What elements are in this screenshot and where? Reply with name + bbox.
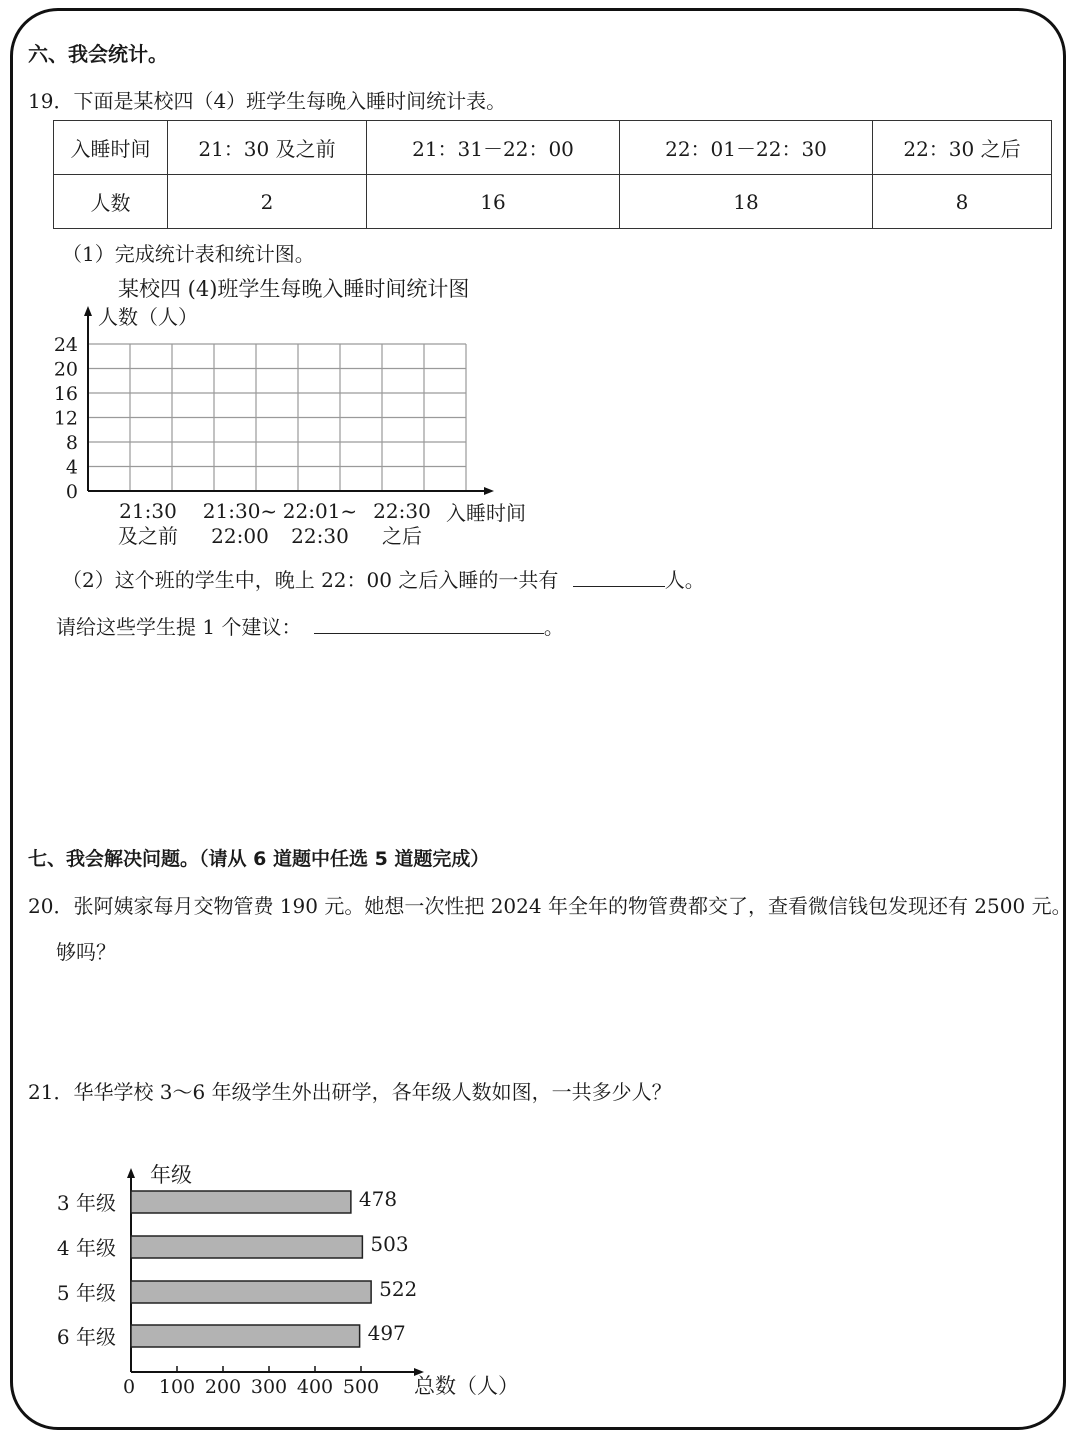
x-axis-arrow-icon [484, 487, 494, 495]
data-label: 522 [379, 1277, 418, 1301]
bar [131, 1325, 360, 1347]
y-tick-label: 16 [53, 383, 78, 405]
data-label: 497 [367, 1321, 406, 1345]
q19-part2-text: （2）这个班的学生中，晚上 22：00 之后入睡的一共有 [62, 568, 559, 592]
table-cell: 2 [168, 175, 367, 229]
chart1-ylabel: 人数（人） [98, 305, 198, 329]
q20-text: 20．张阿姨家每月交物管费 190 元。她想一次性把 2024 年全年的物管费都交了，查看微信钱包发现还有 2500 元。 [28, 894, 1072, 918]
sleep-time-chart [0, 272, 560, 552]
bar [131, 1236, 362, 1258]
x-tick-label: 500 [342, 1376, 380, 1398]
sleep-time-table [53, 120, 1052, 229]
q19-part1: （1）完成统计表和统计图。 [62, 242, 315, 266]
category-label: 4 年级 [56, 1236, 116, 1260]
table-cell: 18 [620, 175, 873, 229]
q19-stem: 19．下面是某校四（4）班学生每晚入睡时间统计表。 [28, 89, 507, 113]
data-label: 503 [370, 1232, 409, 1256]
suggestion-end: 。 [543, 615, 564, 639]
category-label: 6 年级 [56, 1325, 116, 1349]
bar [131, 1191, 351, 1213]
section6-heading: 六、我会统计。 [28, 42, 168, 66]
chart1-xlabel: 入睡时间 [446, 501, 526, 525]
q20-text-cont: 够吗？ [56, 940, 116, 964]
x-tick-label: 22:30 [291, 524, 349, 548]
table-header-row [54, 121, 1052, 175]
q19-part2-unit: 人。 [664, 568, 705, 592]
x-tick-label: 200 [204, 1376, 242, 1398]
y-tick-label: 24 [53, 334, 78, 356]
x-tick-label: 22:01~ [282, 499, 358, 523]
category-label: 5 年级 [56, 1281, 116, 1305]
q19-suggestion [56, 611, 564, 640]
answer-blank-count[interactable] [573, 568, 665, 587]
chart2-xlabel: 总数（人） [414, 1374, 519, 1398]
table-row [54, 175, 1052, 229]
table-header-cell: 入睡时间 [54, 121, 168, 175]
x-tick-label: 400 [296, 1376, 334, 1398]
answer-blank-suggestion[interactable] [314, 615, 544, 634]
category-label: 3 年级 [56, 1191, 116, 1215]
q21-text: 21．华华学校 3～6 年级学生外出研学，各年级人数如图，一共多少人？ [28, 1080, 672, 1104]
q19-part2 [62, 564, 705, 593]
x-tick-label: 21:30 [119, 499, 177, 523]
x-tick-label: 22:30 [373, 499, 431, 523]
y-tick-label: 0 [65, 481, 78, 503]
y-axis-arrow-icon [84, 306, 92, 316]
table-cell: 16 [367, 175, 620, 229]
section7-heading: 七、我会解决问题。（请从 6 道题中任选 5 道题完成） [28, 848, 490, 870]
table-cell: 8 [873, 175, 1052, 229]
x-tick-label: 21:30~ [202, 499, 278, 523]
chart1-title: 某校四 (4)班学生每晚入睡时间统计图 [118, 277, 470, 301]
table-header-cell: 22：01－22：30 [620, 121, 873, 175]
x-tick-label: 0 [122, 1376, 136, 1398]
chart2-ylabel: 年级 [150, 1163, 192, 1187]
x-tick-label: 22:00 [211, 524, 269, 548]
y-tick-label: 12 [53, 407, 78, 430]
bar [131, 1281, 371, 1303]
data-label: 478 [358, 1187, 398, 1211]
grade-count-chart [0, 1150, 560, 1410]
x-tick-label: 及之前 [118, 524, 178, 548]
suggestion-text: 请给这些学生提 1 个建议： [56, 615, 302, 639]
table-row-label: 人数 [54, 175, 168, 229]
table-header-cell: 21：30 及之前 [168, 121, 367, 175]
x-tick-label: 100 [158, 1376, 196, 1398]
table-header-cell: 21：31－22：00 [367, 121, 620, 175]
x-tick-label: 之后 [382, 524, 422, 548]
y-tick-label: 4 [65, 456, 78, 479]
table-header-cell: 22：30 之后 [873, 121, 1052, 175]
y-tick-label: 20 [53, 358, 78, 381]
y-axis-arrow-icon [127, 1168, 135, 1178]
x-tick-label: 300 [250, 1376, 288, 1398]
y-tick-label: 8 [65, 432, 78, 454]
